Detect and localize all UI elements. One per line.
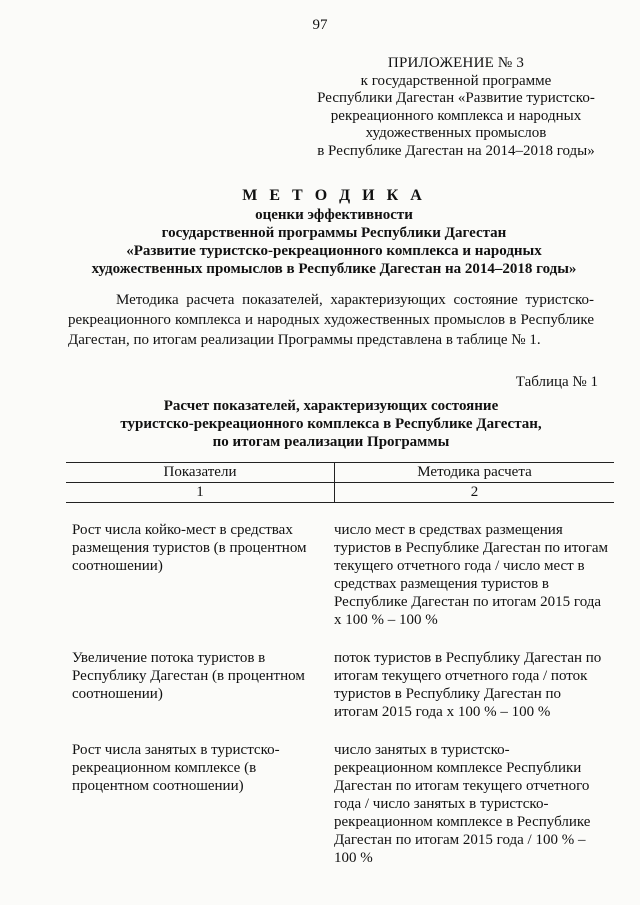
intro-paragraph: Методика расчета показателей, характеризующих состояние туристско-рекреационного комплекса и народных художественных промыслов в Республике Дагестан, по итогам реализации Программы представлена в таблице № 1.: [68, 292, 594, 348]
column-number-2: 2: [334, 483, 614, 502]
method-cell: поток туристов в Республику Дагестан по итогам текущего отчетного года / поток туристов в Республику Дагестан по итогам 2015 года х 100 % – 100 %: [334, 650, 602, 720]
appendix-line: рекреационного комплекса и народных: [330, 107, 582, 124]
table-title-line: по итогам реализации Программы: [212, 434, 450, 450]
table-row: [66, 521, 614, 629]
column-number-1: 1: [196, 484, 204, 500]
header-indicators: Показатели: [163, 464, 237, 480]
table-header-row: [66, 463, 614, 483]
table-caption: Таблица № 1: [515, 374, 598, 390]
table-title-line: туристско-рекреационного комплекса в Республике Дагестан,: [120, 416, 542, 432]
table-header: [66, 462, 614, 503]
indicator-cell: Увеличение потока туристов в Республику Дагестан (в процентном соотношении): [72, 650, 305, 702]
header-method: Методика расчета: [334, 463, 614, 482]
table-title-line: Расчет показателей, характеризующих состояние: [163, 398, 499, 414]
page-number: 97: [312, 17, 328, 33]
appendix-line: Республики Дагестан «Развитие туристско-: [317, 90, 595, 106]
methodology-subtitle: художественных промыслов в Республике Дагестан на 2014–2018 годы»: [91, 261, 577, 277]
methodology-heading: [60, 187, 608, 278]
appendix-line: к государственной программе: [360, 72, 552, 89]
method-cell: число мест в средствах размещения туристов в Республике Дагестан по итогам текущего отчетного года / число мест в средствах размещения туристов в Республике Дагестан по итогам 2015 года х 100 % – 100 %: [334, 522, 608, 628]
methodology-title: М Е Т О Д И К А: [242, 187, 426, 204]
methodology-subtitle: оценки эффективности: [255, 207, 413, 223]
table-row: [66, 741, 614, 867]
appendix-title: ПРИЛОЖЕНИЕ № 3: [387, 55, 525, 71]
indicators-table: [66, 462, 614, 867]
methodology-subtitle: государственной программы Республики Дагестан: [161, 225, 507, 241]
indicator-cell: Рост числа койко-мест в средствах размещения туристов (в процентном соотношении): [72, 522, 307, 574]
appendix-line: в Республике Дагестан на 2014–2018 годы»: [317, 142, 595, 159]
appendix-line: художественных промыслов: [365, 125, 547, 141]
table-row: [66, 649, 614, 721]
methodology-subtitle: «Развитие туристско-рекреационного комплекса и народных: [126, 243, 542, 259]
indicator-cell: Рост числа занятых в туристско-рекреационном комплексе (в процентном соотношении): [72, 742, 280, 794]
table-column-numbers: [66, 483, 614, 502]
appendix-block: [300, 55, 612, 160]
table-title: [68, 397, 594, 451]
method-cell: число занятых в туристско-рекреационном комплексе Республики Дагестан по итогам текущего отчетного года / число занятых в туристско-рекреационном комплексе в Республике Дагестан по итогам 2015 года / 100 % – 100 %: [334, 742, 591, 866]
